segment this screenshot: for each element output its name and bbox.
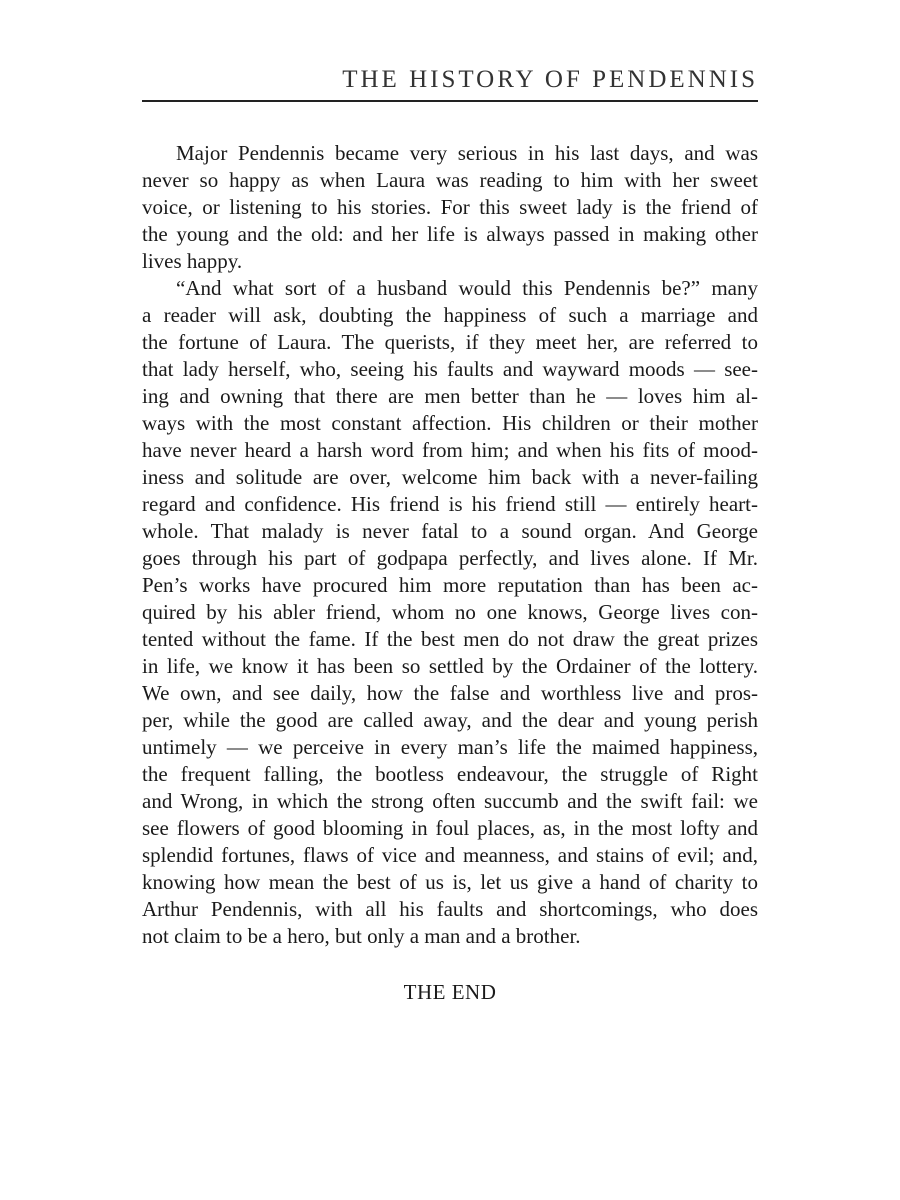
- text-line: untimely — we perceive in every man’s life the maimed happiness,: [142, 735, 758, 759]
- text-line: Major Pendennis became very serious in his last days, and was: [176, 141, 758, 165]
- text-line: lives happy.: [142, 249, 243, 273]
- text-line: the frequent falling, the bootless endeavour, the struggle of Right: [142, 762, 758, 786]
- text-line: not claim to be a hero, but only a man and a brother.: [142, 924, 581, 948]
- text-line: per, while the good are called away, and the dear and young perish: [142, 708, 758, 732]
- text-line: the fortune of Laura. The querists, if they meet her, are referred to: [142, 330, 758, 354]
- text-line: the young and the old: and her life is always passed in making other: [142, 222, 758, 246]
- text-line: ways with the most constant affection. His children or their mother: [142, 411, 758, 435]
- text-line: iness and solitude are over, welcome him back with a never-failing: [142, 465, 758, 489]
- text-line: whole. That malady is never fatal to a sound organ. And George: [142, 519, 758, 543]
- text-line: knowing how mean the best of us is, let us give a hand of charity to: [142, 870, 758, 894]
- header-rule: [142, 100, 758, 102]
- paragraph: [142, 140, 758, 275]
- text-line: voice, or listening to his stories. For this sweet lady is the friend of: [142, 195, 758, 219]
- body-text: [142, 140, 758, 950]
- text-line: that lady herself, who, seeing his faults and wayward moods — see-: [142, 357, 758, 381]
- text-line: quired by his abler friend, whom no one knows, George lives con-: [142, 600, 758, 624]
- text-line: splendid fortunes, flaws of vice and meanness, and stains of evil; and,: [142, 843, 758, 867]
- text-line: never so happy as when Laura was reading to him with her sweet: [142, 168, 758, 192]
- the-end-heading: THE END: [403, 980, 497, 1004]
- text-line: Arthur Pendennis, with all his faults and shortcomings, who does: [142, 897, 758, 921]
- text-line: tented without the fame. If the best men do not draw the great prizes: [142, 627, 758, 651]
- running-head-title: THE HISTORY OF PENDENNIS: [342, 66, 758, 93]
- text-line: have never heard a harsh word from him; and when his fits of mood-: [142, 438, 758, 462]
- text-line: a reader will ask, doubting the happiness of such a marriage and: [142, 303, 758, 327]
- text-line: in life, we know it has been so settled by the Ordainer of the lottery.: [142, 654, 758, 678]
- text-line: Pen’s works have procured him more reputation than has been ac-: [142, 573, 758, 597]
- text-line: “And what sort of a husband would this Pendennis be?” many: [176, 276, 758, 300]
- text-line: regard and confidence. His friend is his friend still — entirely heart-: [142, 492, 758, 516]
- text-line: ing and owning that there are men better than he — loves him al-: [142, 384, 758, 408]
- paragraph: [142, 275, 758, 950]
- text-line: goes through his part of godpapa perfectly, and lives alone. If Mr.: [142, 546, 758, 570]
- text-line: and Wrong, in which the strong often succumb and the swift fail: we: [142, 789, 758, 813]
- text-line: see flowers of good blooming in foul places, as, in the most lofty and: [142, 816, 758, 840]
- text-line: We own, and see daily, how the false and worthless live and pros-: [142, 681, 758, 705]
